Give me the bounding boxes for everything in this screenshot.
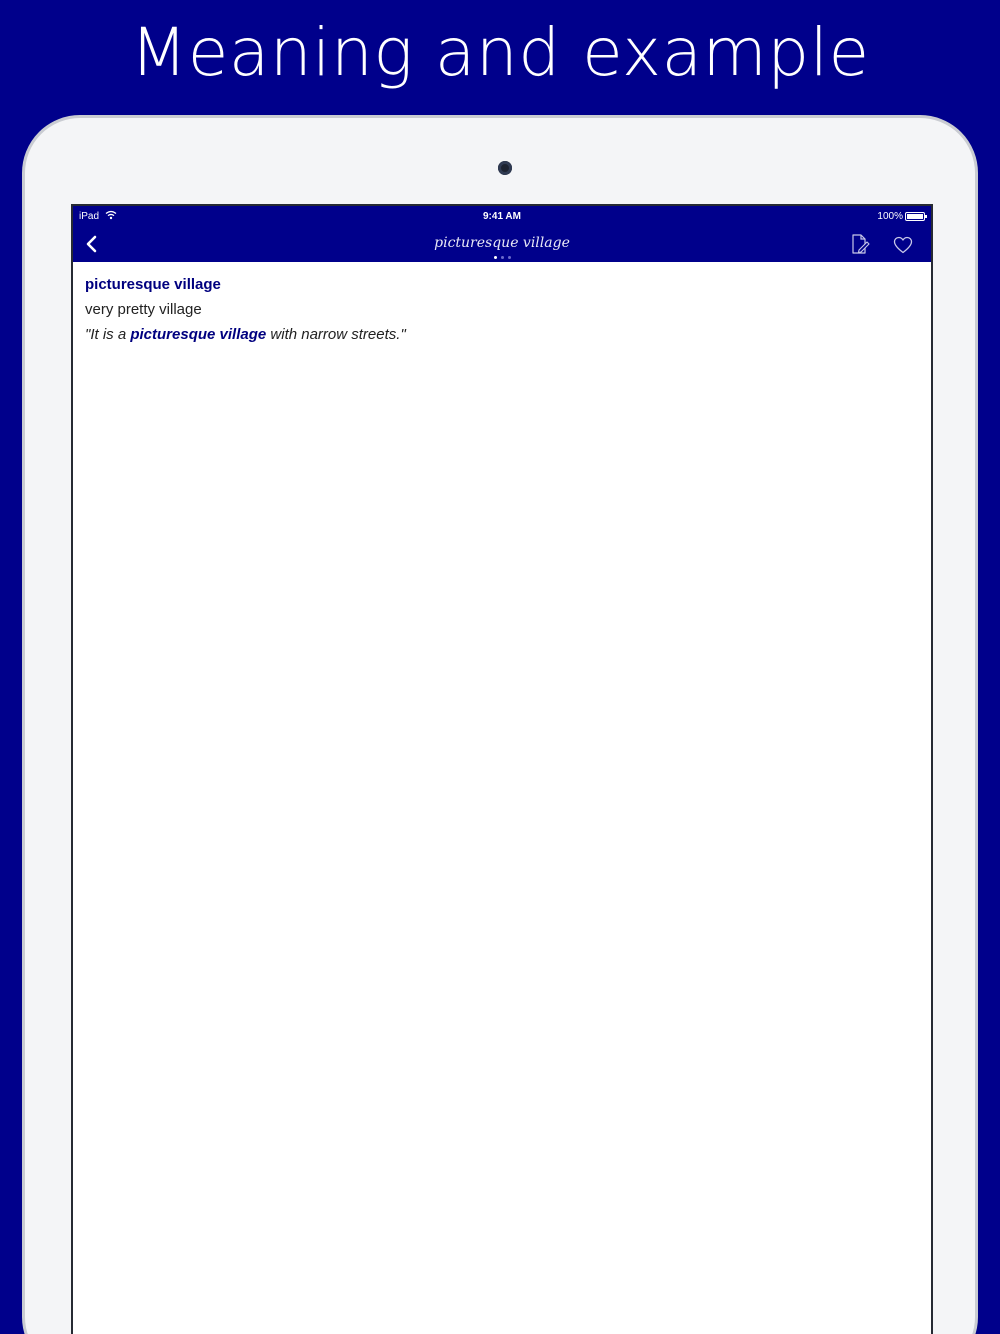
promo-headline: Meaning and example	[130, 14, 870, 91]
status-bar	[73, 211, 931, 225]
example-highlight: picturesque village	[130, 326, 267, 343]
ipad-frame	[22, 115, 978, 1334]
example-text-after: with narrow streets."	[266, 326, 406, 343]
page-dot[interactable]	[494, 256, 497, 259]
status-time: 9:41 AM	[483, 211, 521, 222]
entry-example	[85, 326, 919, 343]
favorite-button[interactable]	[892, 234, 914, 256]
example-text-before: "It is a	[85, 326, 131, 343]
nav-title: picturesque village	[434, 235, 570, 251]
battery-icon	[905, 212, 925, 221]
battery-percentage: 100%	[877, 211, 903, 222]
navigation-bar	[73, 228, 931, 262]
heart-icon	[892, 234, 914, 256]
edit-note-button[interactable]	[849, 233, 871, 255]
camera-icon	[498, 161, 512, 175]
top-bar	[73, 206, 931, 262]
page-dot[interactable]	[501, 256, 504, 259]
entry-term: picturesque village	[85, 276, 221, 293]
entry-content	[73, 262, 931, 357]
page-indicator	[73, 255, 931, 259]
edit-note-icon	[849, 233, 871, 255]
carrier-label: iPad	[79, 211, 100, 222]
entry-meaning: very pretty village	[85, 301, 202, 318]
device-screen	[71, 204, 933, 1334]
page-dot[interactable]	[508, 256, 511, 259]
